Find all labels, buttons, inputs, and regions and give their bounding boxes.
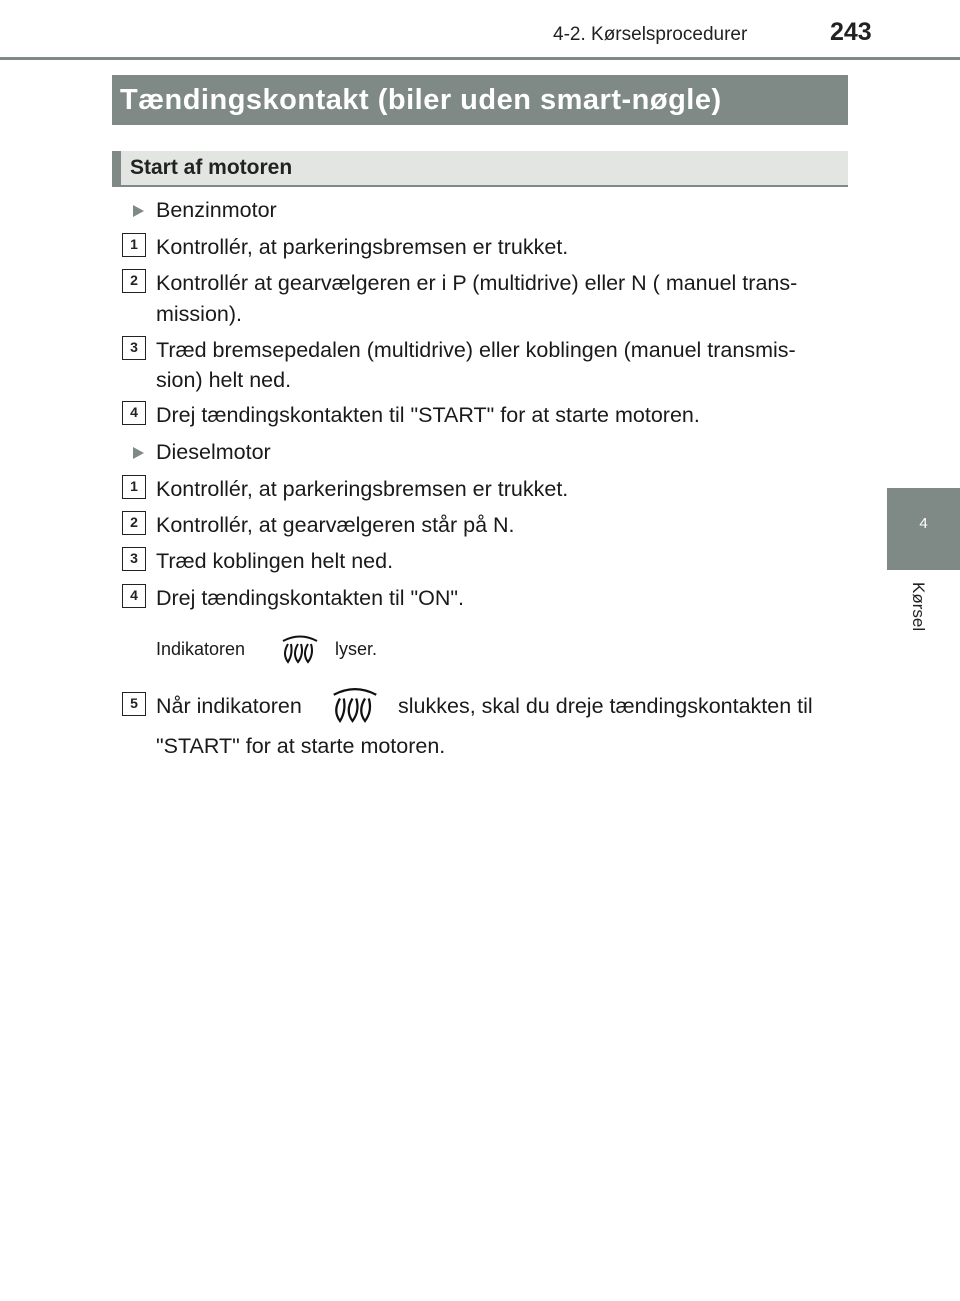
indicator-note-after: lyser. (335, 639, 378, 659)
benzin-step-3-text-cont: sion) helt ned. (156, 368, 292, 392)
section-title-bar (112, 75, 848, 125)
triangle-arrow-icon (133, 205, 144, 217)
step-number-box: 4 (122, 401, 146, 425)
step-number-box: 4 (122, 584, 146, 608)
benzin-heading: Benzinmotor (156, 198, 277, 222)
chapter-tab (887, 488, 960, 570)
diesel-step-1-text: Kontrollér, at parkeringsbremsen er trukket. (156, 477, 569, 501)
step-number-box: 3 (122, 547, 146, 571)
header-section-title: 4-2. Kørselsprocedurer (553, 24, 748, 45)
subsection-title: Start af motoren (130, 156, 293, 179)
benzin-step-2-text-cont: mission). (156, 302, 243, 326)
glow-plug-indicator-icon (280, 634, 320, 666)
diesel-step-5-text-cont: "START" for at starte motoren. (156, 734, 446, 758)
diesel-step-3-text: Træd koblingen helt ned. (156, 549, 394, 573)
header-divider (0, 57, 960, 60)
step-number-box: 2 (122, 269, 146, 293)
benzin-step-1-text: Kontrollér, at parkeringsbremsen er trukket. (156, 235, 569, 259)
step-number-box: 2 (122, 511, 146, 535)
diesel-step-5-text-after: slukkes, skal du dreje tændingskontakten til (398, 694, 813, 718)
section-title: Tændingskontakt (biler uden smart-nøgle) (120, 83, 722, 116)
glow-plug-indicator-icon (326, 686, 384, 726)
subsection-bar (112, 151, 848, 187)
step-number-box: 5 (122, 692, 146, 716)
step-number-box: 1 (122, 475, 146, 499)
subsection-accent (112, 151, 121, 185)
step-number-box: 1 (122, 233, 146, 257)
chapter-tab-number: 4 (919, 515, 928, 532)
benzin-step-2-text: Kontrollér at gearvælgeren er i P (multidrive) eller N ( manuel trans- (156, 271, 798, 295)
benzin-step-4-text: Drej tændingskontakten til "START" for at starte motoren. (156, 403, 700, 427)
chapter-label (908, 582, 928, 642)
chapter-label-text: Kørsel (909, 582, 928, 632)
indicator-note-before: Indikatoren (156, 639, 246, 659)
diesel-step-5-text-before: Når indikatoren (156, 694, 302, 718)
benzin-step-3-text: Træd bremsepedalen (multidrive) eller koblingen (manuel transmis- (156, 338, 796, 362)
step-number-box: 3 (122, 336, 146, 360)
page-number: 243 (830, 18, 872, 46)
diesel-step-2-text: Kontrollér, at gearvælgeren står på N. (156, 513, 515, 537)
diesel-step-4-text: Drej tændingskontakten til "ON". (156, 586, 465, 610)
triangle-arrow-icon (133, 447, 144, 459)
diesel-heading: Dieselmotor (156, 440, 271, 464)
